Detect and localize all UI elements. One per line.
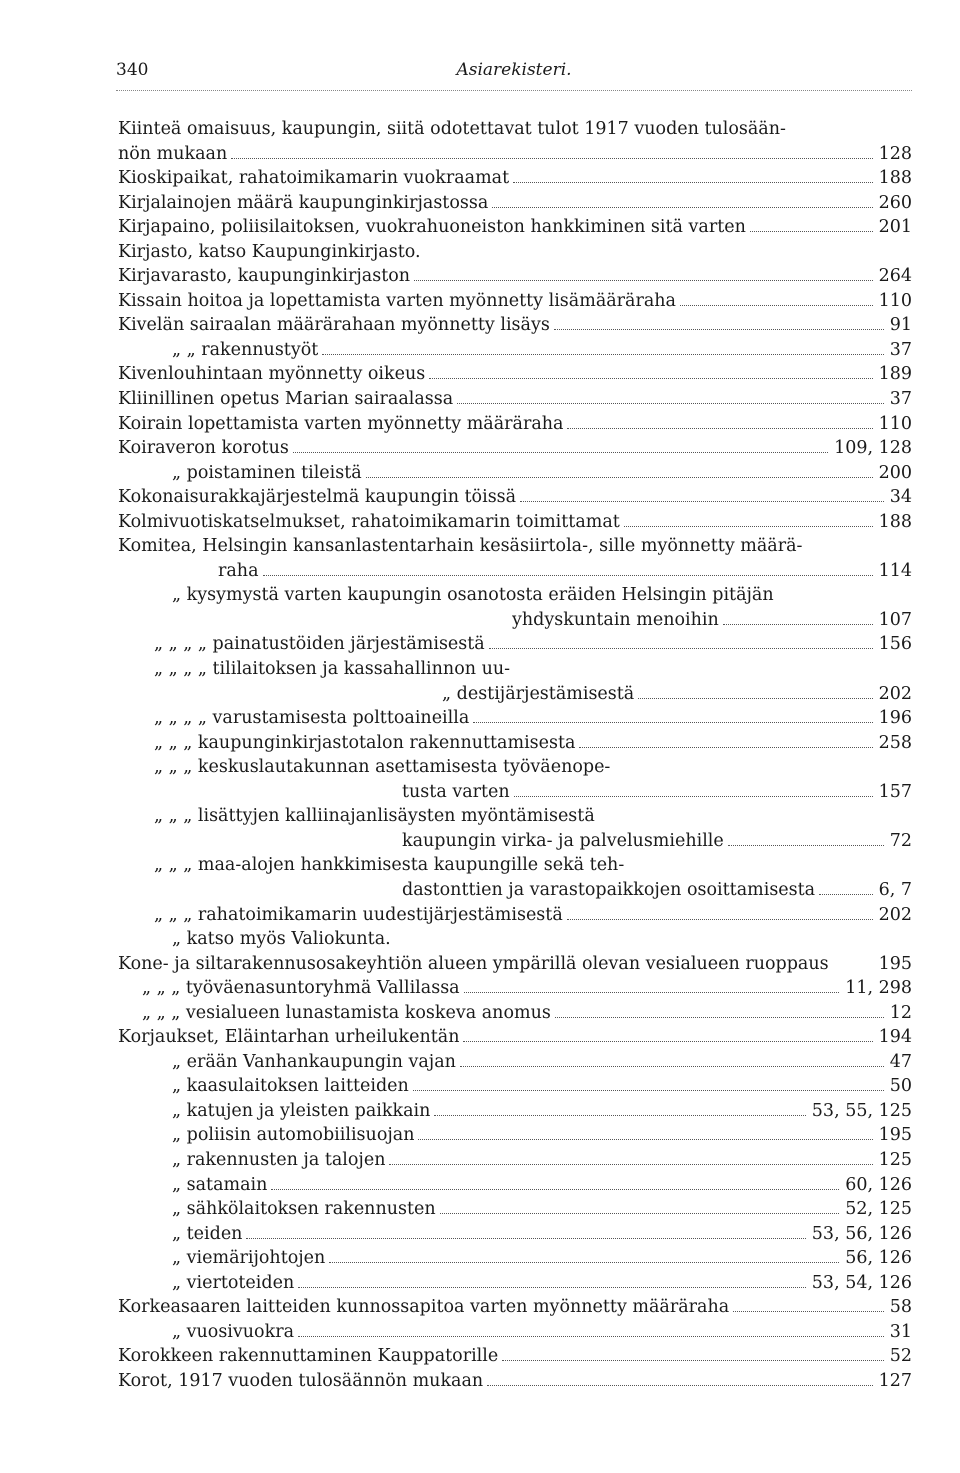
dot-leader: [460, 1066, 884, 1067]
entry-pages: 195: [878, 1125, 912, 1146]
entry-text: „ „ „ keskuslautakunnan asettamisesta työväenope-: [154, 757, 611, 778]
index-entry: [118, 853, 912, 878]
dot-leader: [728, 845, 884, 846]
entry-pages: 6, 7: [878, 879, 912, 900]
entry-text: „ „ „ maa-alojen hankkimisesta kaupungille sekä teh-: [154, 855, 625, 876]
entry-pages: 37: [889, 339, 912, 360]
entry-text: yhdyskuntain menoihin: [512, 609, 719, 630]
index-entry: [118, 142, 912, 167]
entry-pages: 188: [878, 168, 912, 189]
index-entry: [118, 829, 912, 854]
entry-pages: 114: [878, 560, 912, 581]
entry-pages: 258: [878, 732, 912, 753]
entry-text: Kissain hoitoa ja lopettamista varten myönnetty lisämääräraha: [118, 290, 676, 311]
entry-text: Kivenlouhintaan myönnetty oikeus: [118, 364, 426, 385]
index-entry: [118, 166, 912, 191]
dot-leader: [298, 1336, 884, 1337]
entry-pages: 202: [878, 904, 912, 925]
entry-pages: 195: [878, 953, 912, 974]
dot-leader: [473, 722, 872, 723]
index-entry: [118, 559, 912, 584]
index-entry: [118, 1369, 912, 1394]
index-entry: [118, 706, 912, 731]
index-entry: [118, 289, 912, 314]
dot-leader: [819, 894, 872, 895]
entry-pages: 109, 128: [834, 438, 912, 459]
entry-pages: 52, 125: [845, 1199, 912, 1220]
entry-pages: 52: [889, 1346, 912, 1367]
entry-pages: 201: [878, 217, 912, 238]
entry-text: tusta varten: [402, 781, 510, 802]
dot-leader: [638, 698, 872, 699]
entry-text: „ „ „ rahatoimikamarin uudestijärjestämisestä: [154, 904, 563, 925]
entry-pages: 110: [878, 413, 912, 434]
index-entry: [118, 534, 912, 559]
entry-text: „ kaasulaitoksen laitteiden: [172, 1076, 409, 1097]
index-entry: [118, 485, 912, 510]
entry-pages: 188: [878, 511, 912, 532]
entry-pages: 50: [889, 1076, 912, 1097]
dot-leader: [231, 158, 872, 159]
entry-text: Kirjavarasto, kaupunginkirjaston: [118, 266, 411, 287]
index-entry: [118, 510, 912, 535]
entry-pages: 107: [878, 609, 912, 630]
dot-leader: [492, 207, 872, 208]
entry-text: Kirjalainojen määrä kaupunginkirjastossa: [118, 192, 489, 213]
index-entry: [118, 387, 912, 412]
index-entry: [118, 313, 912, 338]
dot-leader: [413, 1090, 884, 1091]
dot-leader: [733, 1311, 884, 1312]
entry-text: Kolmivuotiskatselmukset, rahatoimikamarin toimittamat: [118, 511, 620, 532]
entry-text: Koirain lopettamista varten myönnetty määräraha: [118, 413, 564, 434]
page-header: [116, 60, 912, 86]
dot-leader: [293, 452, 828, 453]
index-entry: [118, 1295, 912, 1320]
entry-pages: 156: [878, 634, 912, 655]
dot-leader: [513, 182, 872, 183]
index-entry: [118, 412, 912, 437]
entry-text: „ destijärjestämisestä: [442, 683, 635, 704]
entry-pages: 128: [878, 143, 912, 164]
entry-text: Korokkeen rakennuttaminen Kauppatorille: [118, 1346, 499, 1367]
index-entry: [118, 731, 912, 756]
index-entry: [118, 583, 912, 608]
entry-text: „ „ „ työväenasuntoryhmä Vallilassa: [142, 978, 460, 999]
dot-leader: [271, 1189, 839, 1190]
entry-pages: 110: [878, 290, 912, 311]
index-entry: [118, 682, 912, 707]
dot-leader: [567, 919, 873, 920]
dot-leader: [489, 648, 873, 649]
running-title: Asiarekisteri.: [456, 60, 572, 80]
entry-text: „ viemärijohtojen: [172, 1248, 326, 1269]
entry-pages: 56, 126: [845, 1248, 912, 1269]
entry-text: Kokonaisurakkajärjestelmä kaupungin töissä: [118, 487, 517, 508]
dot-leader: [554, 329, 884, 330]
entry-pages: 53, 56, 126: [811, 1223, 912, 1244]
entry-text: Kirjasto, katso Kaupunginkirjasto.: [118, 241, 421, 262]
entry-pages: 53, 55, 125: [811, 1100, 912, 1121]
index-entry: [118, 362, 912, 387]
index-entry: [118, 436, 912, 461]
entry-text: „ teiden: [172, 1223, 243, 1244]
index-entry: [118, 240, 912, 265]
index-entry: [118, 878, 912, 903]
entry-text: „ kysymystä varten kaupungin osanotosta eräiden Helsingin pitäjän: [172, 585, 774, 606]
entry-text: „ rakennusten ja talojen: [172, 1149, 386, 1170]
entry-text: Korkeasaaren laitteiden kunnossapitoa varten myönnetty määräraha: [118, 1297, 730, 1318]
index-entry: [118, 1025, 912, 1050]
dot-leader: [464, 992, 840, 993]
dot-leader: [514, 796, 873, 797]
dot-leader: [298, 1287, 806, 1288]
entry-text: Kioskipaikat, rahatoimikamarin vuokraamat: [118, 168, 510, 189]
dot-leader: [579, 747, 872, 748]
dot-leader: [434, 1115, 805, 1116]
entry-text: Kliinillinen opetus Marian sairaalassa: [118, 389, 454, 410]
dot-leader: [389, 1164, 872, 1165]
dot-leader: [429, 378, 872, 379]
entry-text: „ „ „ „ varustamisesta polttoaineilla: [154, 708, 470, 729]
entry-pages: 37: [889, 389, 912, 410]
entry-text: „ vuosivuokra: [172, 1321, 294, 1342]
dot-leader: [246, 1238, 805, 1239]
entry-pages: 11, 298: [845, 978, 912, 999]
dot-leader: [440, 1213, 840, 1214]
entry-text: raha: [218, 560, 259, 581]
index-entry: [118, 755, 912, 780]
entry-text: Kivelän sairaalan määrärahaan myönnetty lisäys: [118, 315, 550, 336]
entry-text: „ poliisin automobiilisuojan: [172, 1125, 415, 1146]
index-entry: [118, 1271, 912, 1296]
entry-text: „ katso myös Valiokunta.: [172, 929, 391, 950]
index-entry: [118, 1197, 912, 1222]
entry-text: kaupungin virka- ja palvelusmiehille: [402, 830, 724, 851]
entry-text: „ „ „ vesialueen lunastamista koskeva anomus: [142, 1002, 551, 1023]
entry-pages: 196: [878, 708, 912, 729]
index-entry: [118, 903, 912, 928]
index-entry: [118, 657, 912, 682]
entry-pages: 60, 126: [845, 1174, 912, 1195]
dot-leader: [457, 403, 884, 404]
entry-pages: 157: [878, 781, 912, 802]
entry-pages: 12: [889, 1002, 912, 1023]
index-entry: [118, 927, 912, 952]
dot-leader: [322, 354, 883, 355]
index-entry: [118, 1148, 912, 1173]
entry-text: „ poistaminen tileistä: [172, 462, 362, 483]
index-entries: [118, 117, 912, 1393]
index-entry: [118, 1074, 912, 1099]
dot-leader: [418, 1139, 872, 1140]
entry-pages: 53, 54, 126: [811, 1272, 912, 1293]
entry-pages: 202: [878, 683, 912, 704]
entry-pages: 47: [889, 1051, 912, 1072]
index-entry: [118, 191, 912, 216]
dot-leader: [463, 1041, 872, 1042]
dot-leader: [502, 1360, 884, 1361]
dot-leader: [680, 305, 873, 306]
index-entry: [118, 117, 912, 142]
entry-pages: 72: [889, 830, 912, 851]
entry-text: Kone- ja siltarakennusosakeyhtiön alueen ympärillä olevan vesialueen ruoppaus: [118, 953, 829, 974]
page-number: 340: [116, 60, 149, 80]
index-entry: [118, 264, 912, 289]
entry-text: Kirjapaino, poliisilaitoksen, vuokrahuoneiston hankkiminen sitä varten: [118, 217, 746, 238]
entry-text: „ „ „ kaupunginkirjastotalon rakennuttamisesta: [154, 732, 576, 753]
index-entry: [118, 952, 912, 977]
index-entry: [118, 1099, 912, 1124]
index-entry: [118, 976, 912, 1001]
dot-leader: [263, 575, 873, 576]
entry-text: Kiinteä omaisuus, kaupungin, siitä odotettavat tulot 1917 vuoden tulosään-: [118, 119, 786, 139]
index-entry: [118, 1123, 912, 1148]
dot-leader: [487, 1385, 872, 1386]
entry-text: Korot, 1917 vuoden tulosäännön mukaan: [118, 1370, 484, 1391]
entry-pages: 31: [889, 1321, 912, 1342]
entry-pages: 127: [878, 1370, 912, 1391]
entry-pages: 260: [878, 192, 912, 213]
dot-leader: [624, 526, 873, 527]
index-entry: [118, 338, 912, 363]
header-rule: [116, 90, 912, 91]
entry-pages: 125: [878, 1149, 912, 1170]
entry-pages: 200: [878, 462, 912, 483]
dot-leader: [555, 1017, 884, 1018]
index-entry: [118, 461, 912, 486]
entry-text: „ viertoteiden: [172, 1272, 295, 1293]
entry-pages: 34: [889, 487, 912, 508]
index-entry: [118, 1344, 912, 1369]
dot-leader: [750, 231, 873, 232]
dot-leader: [366, 477, 873, 478]
index-entry: [118, 780, 912, 805]
dot-leader: [520, 501, 884, 502]
index-entry: [118, 1246, 912, 1271]
dot-leader: [329, 1262, 839, 1263]
entry-text: „ „ „ „ painatustöiden järjestämisestä: [154, 634, 485, 655]
entry-text: Komitea, Helsingin kansanlastentarhain kesäsiirtola-, sille myönnetty määrä-: [118, 536, 803, 557]
dot-leader: [723, 624, 873, 625]
index-entry: [118, 1320, 912, 1345]
entry-pages: 58: [889, 1297, 912, 1318]
index-entry: [118, 1173, 912, 1198]
entry-text: „ erään Vanhankaupungin vajan: [172, 1051, 456, 1072]
entry-text: Koiraveron korotus: [118, 438, 289, 459]
index-entry: [118, 1050, 912, 1075]
entry-text: „ „ „ „ tililaitoksen ja kassahallinnon uu-: [154, 659, 511, 680]
entry-text: „ „ „ lisättyjen kalliinajanlisäysten myöntämisestä: [154, 806, 595, 827]
entry-text: „ sähkölaitoksen rakennusten: [172, 1199, 436, 1220]
entry-pages: 194: [878, 1027, 912, 1048]
entry-pages: 264: [878, 266, 912, 287]
index-entry: [118, 1222, 912, 1247]
index-entry: [118, 632, 912, 657]
entry-pages: 189: [878, 364, 912, 385]
index-entry: [118, 215, 912, 240]
entry-text: „ satamain: [172, 1174, 268, 1195]
dot-leader: [567, 428, 872, 429]
entry-text: dastonttien ja varastopaikkojen osoittamisesta: [402, 879, 816, 900]
entry-text: „ „ rakennustyöt: [172, 339, 319, 360]
index-entry: [118, 804, 912, 829]
dot-leader: [414, 280, 873, 281]
index-entry: [118, 1001, 912, 1026]
entry-pages: 91: [889, 315, 912, 336]
entry-text: nön mukaan: [118, 143, 228, 164]
entry-text: „ katujen ja yleisten paikkain: [172, 1100, 431, 1121]
index-entry: [118, 608, 912, 633]
entry-text: Korjaukset, Eläintarhan urheilukentän: [118, 1027, 460, 1048]
